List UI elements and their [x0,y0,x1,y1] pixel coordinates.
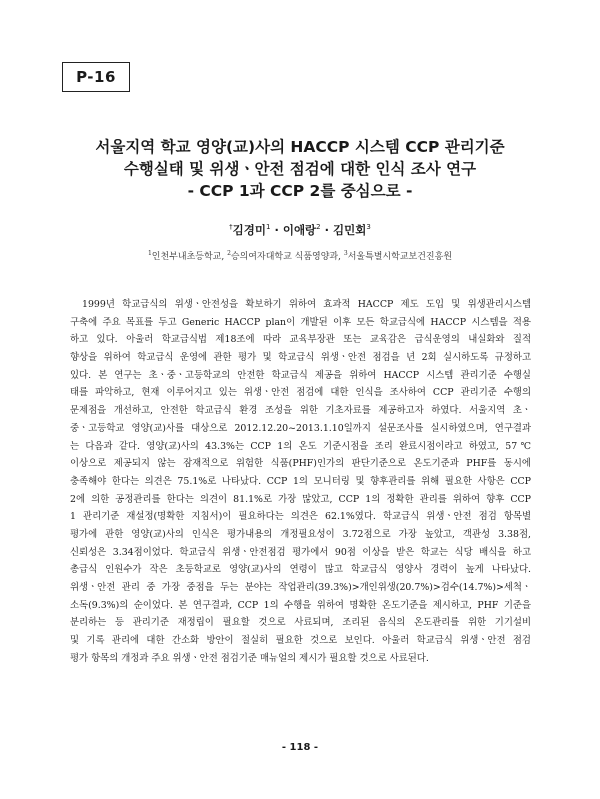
corresponding-mark: † [229,223,233,232]
abstract-line: 이상으로 제공되지 않는 잠재적으로 위험한 식품(PHF)인가의 판단기준으로 온도기준과 PHF를 동시에 [70,458,531,470]
abstract-line: 문제점을 개선하고, 안전한 학교급식 환경 조성을 위한 기초자료를 제공하고자 하였다. 서울지역 초ㆍ [70,405,531,417]
affil-text: 서울특별시학교보건진흥원 [347,252,453,262]
abstract-line: 하고 있다. 아울러 학교급식법 제18조에 따라 교육부장관 또는 교육감은 급식운영의 내실화와 질적 [70,334,531,346]
abstract-line: 위생ㆍ안전 관리 중 가장 중점을 두는 분야는 작업관리(39.3%)>개인위생(20.7%)>검수(14.7%)>세척ㆍ [70,582,531,593]
abstract-line: 총급식 인원수가 작은 초등학교로 영양(교)사의 연령이 많고 학교급식 영양사 경력이 높게 나타났다. [70,564,531,576]
affil-sup: 1 [147,250,152,257]
abstract-line: 는 다음과 같다. 영양(교)사의 43.3%는 CCP 1의 온도 기준시점을 조리 완료시점이라고 하였고, 57℃ [70,440,531,452]
author-list [40,222,560,238]
affil-text: 승의여자대학교 식품영양과, [230,252,341,262]
abstract-body [70,296,531,667]
abstract-line: 분리하는 등 관리기준 재정립이 필요할 것으로 사료되며, 조리된 음식의 온도관리를 위한 기기설비 [70,617,531,629]
abstract-line: 평가 항목의 개정과 주요 위생ㆍ안전 점검기준 매뉴얼의 제시가 필요할 것으로 사료된다. [70,652,429,664]
author-sup: 1 [265,223,271,232]
abstract-line: 및 기록 관리에 대한 간소화 방안이 절실히 필요한 것으로 보인다. 아울러 학교급식 위생ㆍ안전 점검 [70,635,531,647]
abstract-line: 소독(9.3%)의 순이었다. 본 연구결과, CCP 1의 수행을 위하여 명확한 온도기준을 제시하고, PHF 기준을 [70,599,531,611]
abstract-line: 중ㆍ고등학교 영양(교)사를 대상으로 2012.12.20~2013.1.10일까지 설문조사를 실시하였으며, 연구결과 [70,422,531,434]
abstract-line: 있다. 본 연구는 초ㆍ중ㆍ고등학교의 안전한 학교급식 제공을 위하여 HACCP 시스템 관리기준 수행실 [70,369,531,381]
affil-sup: 3 [343,250,348,257]
abstract-line: 향상을 위하여 학교급식 운영에 관한 평가 및 학교급식 위생ㆍ안전 점검을 년 2회 실시하도록 규정하고 [70,352,531,364]
author-separator: · [274,223,279,237]
author-separator: · [324,223,330,237]
affil-text: 인천부내초등학교, [151,252,225,262]
abstract-line: 태를 파악하고, 현재 이루어지고 있는 위생ㆍ안전 점검에 대한 인식을 조사하여 CCP 관리기준 수행의 [70,387,531,399]
author-name: 이애랑 [282,223,317,237]
author-name: 김경미 [232,223,266,237]
title-line-2: 수행실태 및 위생ㆍ안전 점검에 대한 인식 조사 연구 [123,160,477,178]
poster-label: P-16 [62,62,130,92]
abstract-line: 구축에 주요 목표를 두고 Generic HACCP plan이 개발된 이후 모든 학교급식에 HACCP 시스템을 적용 [70,316,531,328]
abstract-line: 1 관리기준 재설정(명확한 지침서)이 필요하다는 의견은 62.1%였다. 학교급식 위생ㆍ안전 점검 항목별 [70,511,531,523]
title-line-1: 서울지역 학교 영양(교)사의 HACCP 시스템 CCP 관리기준 [95,138,505,156]
abstract-line: 평가에 관한 영양(교)사의 인식은 평가내용의 개정필요성이 3.72점으로 가장 높았고, 객관성 3.38점, [70,528,531,540]
author-sup: 2 [316,223,321,232]
paper-title [40,136,560,202]
abstract-line: 충족해야 한다는 의견은 75.1%로 나타났다. CCP 1의 모니터링 및 향후관리를 위해 필요한 사항은 CCP [70,475,531,487]
page-number: - 118 - [281,742,319,753]
affil-sup: 2 [227,250,231,257]
affiliations [40,249,560,262]
abstract-line: 2에 의한 공정관리를 한다는 의견이 81.1%로 가장 많았고, CCP 1의 정확한 관리를 위하여 향후 CCP [70,493,531,505]
author-name: 김민회 [333,223,367,237]
author-sup: 3 [366,223,371,232]
abstract-line: 1999년 학교급식의 위생ㆍ안전성을 확보하기 위하여 효과적 HACCP 제도 도입 및 위생관리시스템 [82,299,531,310]
abstract-line: 신뢰성은 3.34점이었다. 학교급식 위생ㆍ안전점검 평가에서 90점 이상을 받은 학교는 식당 배식을 하고 [70,546,531,558]
title-line-3: - CCP 1과 CCP 2를 중심으로 - [187,182,413,200]
